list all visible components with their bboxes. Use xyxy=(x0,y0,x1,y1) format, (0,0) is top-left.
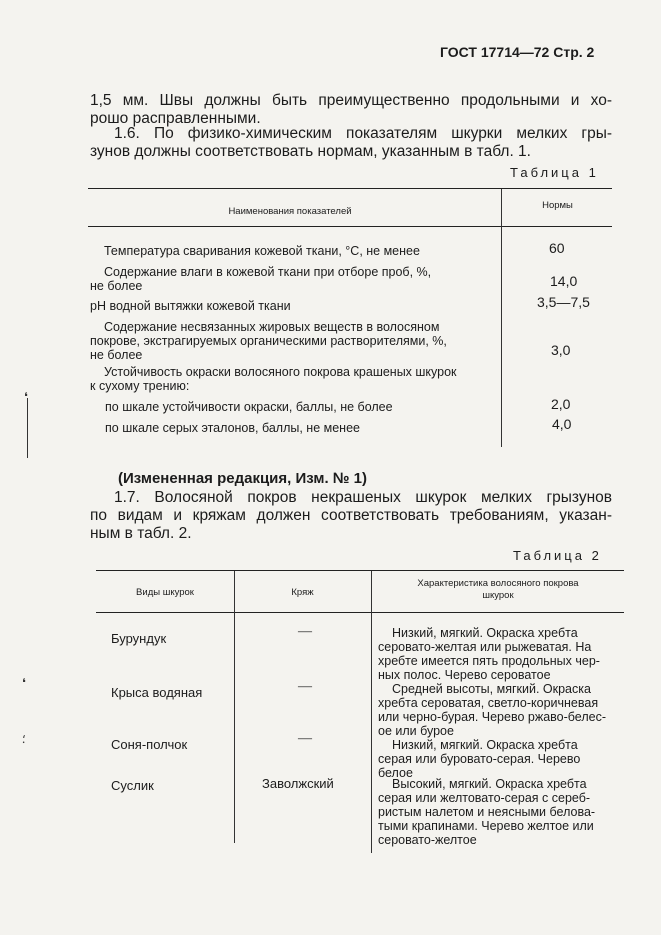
table-2-divider-1 xyxy=(234,571,235,843)
paragraph-1-6 xyxy=(90,125,612,161)
table-1-column-divider xyxy=(501,189,502,447)
paragraph-1-7-line-3: ным в табл. 2. xyxy=(90,525,192,542)
paragraph-intro-line-1: 1,5 мм. Швы должны быть преимущественно продольными и хо- xyxy=(90,92,612,109)
table-1-row-2-name: Содержание влаги в кожевой ткани при отборе проб, %, не более xyxy=(90,265,432,293)
table-1-row-7-value: 4,0 xyxy=(552,416,572,432)
margin-rule xyxy=(27,398,28,458)
table-1-row-1-value: 60 xyxy=(549,240,565,256)
table-2-caption: Таблица 2 xyxy=(513,548,602,563)
table-1-header-rule xyxy=(88,226,612,227)
table-2-row-1-kryazh: — xyxy=(298,624,312,639)
table-2-row-3-kryazh: — xyxy=(298,731,312,746)
table-1-row-3-value: 3,5—7,5 xyxy=(537,294,590,310)
amendment-note: (Измененная редакция, Изм. № 1) xyxy=(118,470,368,487)
paragraph-intro xyxy=(90,92,612,128)
paragraph-1-6-line-1: 1.6. По физико-химическим показателям шкурки мелких гры- xyxy=(114,125,612,142)
table-2-top-rule xyxy=(96,570,624,571)
table-2-header-rule xyxy=(96,612,624,613)
table-2-row-3-desc: Низкий, мягкий. Окраска хребта серая или буровато-серая. Черево белое xyxy=(378,738,581,780)
margin-mark: ❛ xyxy=(22,676,26,690)
table-1-row-7-name: по шкале серых эталонов, баллы, не менее xyxy=(105,421,360,435)
table-2-row-1-desc: Низкий, мягкий. Окраска хребта серовато-желтая или рыжеватая. На хребте имеется пять продольных чер- ных полос. Черево сероватое xyxy=(378,626,600,682)
table-2-row-4-type: Суслик xyxy=(111,778,154,793)
table-1-row-6-name: по шкале устойчивости окраски, баллы, не более xyxy=(105,400,393,414)
paragraph-intro-line-2: рошо расправленными. xyxy=(90,110,261,127)
table-1-row-3-name: pH водной вытяжки кожевой ткани xyxy=(90,299,291,313)
paragraph-1-6-line-2: зунов должны соответствовать нормам, указанным в табл. 1. xyxy=(90,143,531,160)
table-1-header-name: Наименования показателей xyxy=(228,206,352,217)
page-header: ГОСТ 17714—72 Стр. 2 xyxy=(440,44,595,60)
table-1-row-1-name: Температура сваривания кожевой ткани, °С, не менее xyxy=(104,244,420,258)
table-1-row-2-value: 14,0 xyxy=(550,273,578,289)
table-2-row-2-desc: Средней высоты, мягкий. Окраска хребта сероватая, светло-коричневая или черно-бурая. Черево ржаво-белес- ое или бурое xyxy=(378,682,606,738)
table-2-row-4-desc: Высокий, мягкий. Окраска хребта серая или желтовато-серая с сереб- ристым налетом и неясными белова- тыми крапинами. Черево желтое или серовато-желтое xyxy=(378,777,596,847)
margin-mark: ❛ xyxy=(24,390,28,404)
table-2-row-2-kryazh: — xyxy=(298,679,312,694)
paragraph-1-7 xyxy=(90,489,612,543)
table-2-divider-2 xyxy=(371,571,372,853)
paragraph-1-7-line-1: 1.7. Волосяной покров некрашеных шкурок мелких грызунов xyxy=(114,489,612,506)
table-1-row-4-value: 3,0 xyxy=(551,342,571,358)
table-2-row-3-type: Соня-полчок xyxy=(111,737,188,752)
table-2-row-1-type: Бурундук xyxy=(111,631,167,646)
table-1-row-5-name: Устойчивость окраски волосяного покрова крашеных шкурок к сухому трению: xyxy=(90,365,457,393)
table-1-header-norm: Нормы xyxy=(542,200,573,211)
table-1-caption: Таблица 1 xyxy=(510,165,599,180)
table-2-header-characteristic: Характеристика волосяного покрова шкурок xyxy=(417,578,579,601)
table-2-header-type: Виды шкурок xyxy=(136,587,194,598)
table-1-row-4-name: Содержание несвязанных жировых веществ в волосяном покрове, экстрагируемых органическими растворителями, %, не более xyxy=(90,320,447,362)
margin-mark: ⸵ xyxy=(22,732,26,746)
table-2-row-4-kryazh: Заволжский xyxy=(262,776,334,791)
table-2-row-2-type: Крыса водяная xyxy=(111,685,203,700)
table-2-header-kryazh: Кряж xyxy=(291,587,314,598)
table-1-row-6-value: 2,0 xyxy=(551,396,571,412)
paragraph-1-7-line-2: по видам и кряжам должен соответствовать требованиям, указан- xyxy=(90,507,612,524)
table-1-top-rule xyxy=(88,188,612,189)
